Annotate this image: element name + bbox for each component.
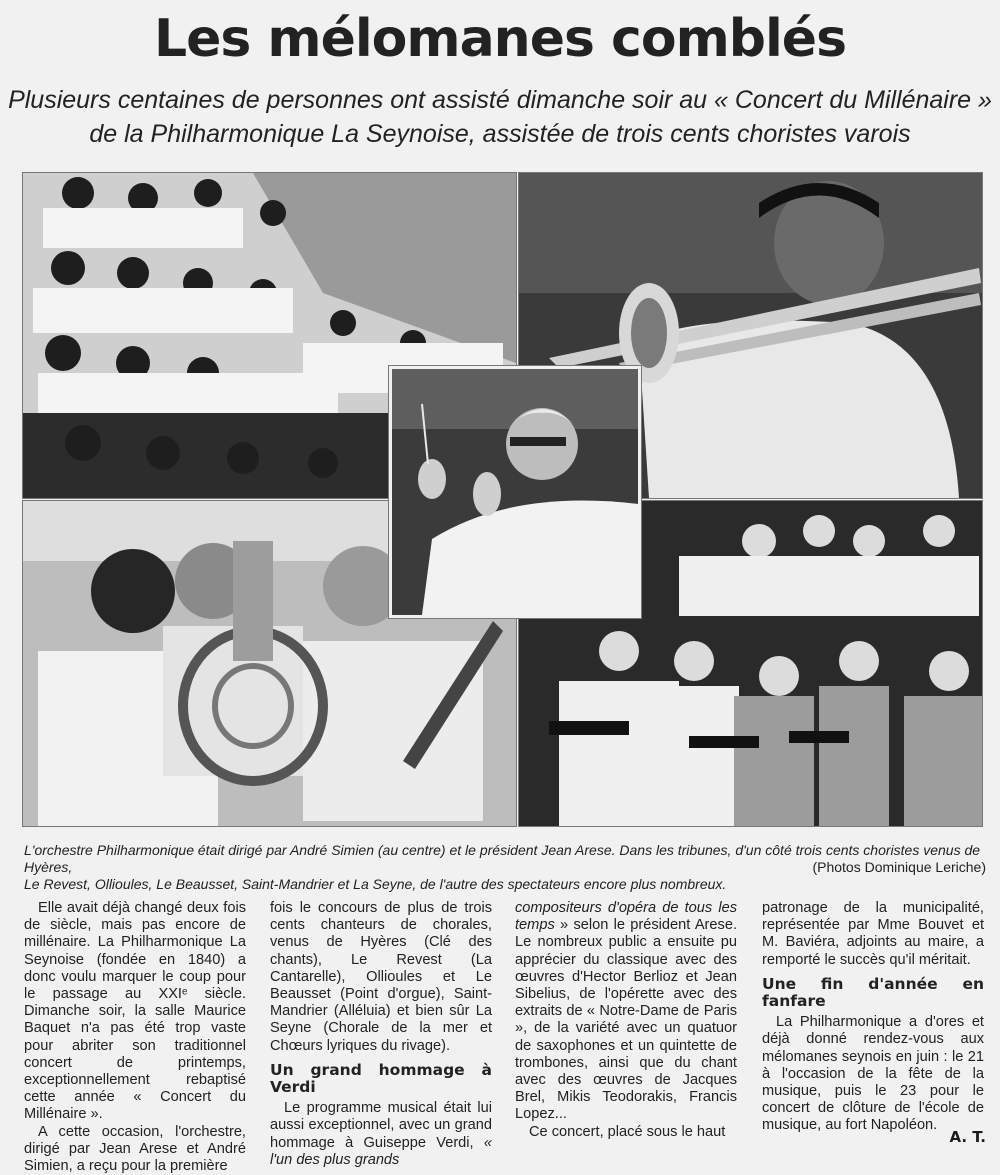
column-1-paragraph-2: A cette occasion, l'orchestre, dirigé par Jean Arese et André Simien, a reçu pour la première [24, 1123, 246, 1175]
column-2-paragraph-2-text: Le programme musical était lui aussi exceptionnel, avec un grand hommage à Guiseppe Verdi, [270, 1100, 492, 1151]
column-3-paragraph-1-text: » selon le président Arese. Le nombreux public a ensuite pu apprécier du classique avec des œuvres d'Hector Berlioz et Jean Sibelius, de l'opérette avec des extraits de « Notre-Dame de Paris », de la variété avec un quatuor de saxophones et un quintette de trombones, ainsi que du chant avec des œuvres de Jacques Brel, Mikis Teodorakis, Francis Lopez... [515, 917, 737, 1123]
caption-line-2: Le Revest, Ollioules, Le Beausset, Saint-Mandrier et La Seyne, de l'autre des spectateurs encore plus nombreux. [24, 876, 727, 892]
column-1-paragraph-1: Elle avait déjà changé deux fois de siècle, mais pas encore de millénaire. La Philharmonique La Seynoise (fondée en 1840) a donc voulu marquer le coup pour le passage au XXIᵉ siècle. Dimanche soir, la salle Maurice Baquet n'a pas été trop vaste pour abriter son traditionnel concert de printemps, exceptionnellement rebaptisé cette année « Concert du Millénaire ». [24, 900, 246, 1123]
column-3-paragraph-2: Ce concert, placé sous le haut [529, 1123, 726, 1140]
verdi-quote-end: compositeurs d'opéra de tous les temps [515, 900, 737, 934]
column-4-paragraph-1: patronage de la municipalité, représentée par Mme Bouvet et M. Baviéra, adjoints au maire, a remporté le succès qu'il méritait. [762, 900, 984, 968]
photo-credit: (Photos Dominique Leriche) [812, 859, 986, 875]
conductor-photo [389, 366, 641, 618]
article-column-4 [762, 900, 984, 1135]
verdi-quote-start: « l'un des plus grands [270, 1134, 492, 1168]
subheading-fanfare: Une fin d'année en fanfare [762, 974, 984, 1011]
column-2-paragraph-1: fois le concours de plus de trois cents chanteurs de chorales, venus de Hyères (Clé des chants), Le Revest (La Cantarelle), Ollioules et Le Beausset (Point d'orgue), Saint-Mandrier (Alléluia) et bien sûr La Seyne (Chorale de la mer et Chœurs lyriques du rivage). [270, 900, 492, 1054]
column-4-paragraph-2: La Philharmonique a d'ores et déjà donné rendez-vous aux mélomanes seynois en juin : le 21 à l'occasion de la fête de la musique, puis le 23 pour le concert de clôture de l'école de musique, au fort Napoléon. [762, 1014, 984, 1134]
deck-line-2: de la Philharmonique La Seynoise, assistée de trois cents choristes varois [89, 120, 911, 148]
column-2-paragraph-2 [270, 1100, 492, 1169]
headline: Les mélomanes comblés [153, 9, 847, 69]
author-signature: A. T. [949, 1128, 986, 1146]
article-column-1 [24, 900, 246, 1175]
article-column-3 [515, 900, 737, 1141]
photo-caption [24, 842, 986, 893]
article-column-2 [270, 900, 492, 1169]
deck-line-1: Plusieurs centaines de personnes ont assisté dimanche soir au « Concert du Millénaire » [8, 86, 992, 114]
caption-line-1: L'orchestre Philharmonique était dirigé par André Simien (au centre) et le président Jean Arese. Dans les tribunes, d'un côté trois cents choristes venus de Hyères, [24, 842, 981, 875]
column-3-paragraph-1 [515, 900, 737, 1124]
subheading-verdi: Un grand hommage à Verdi [270, 1060, 492, 1097]
